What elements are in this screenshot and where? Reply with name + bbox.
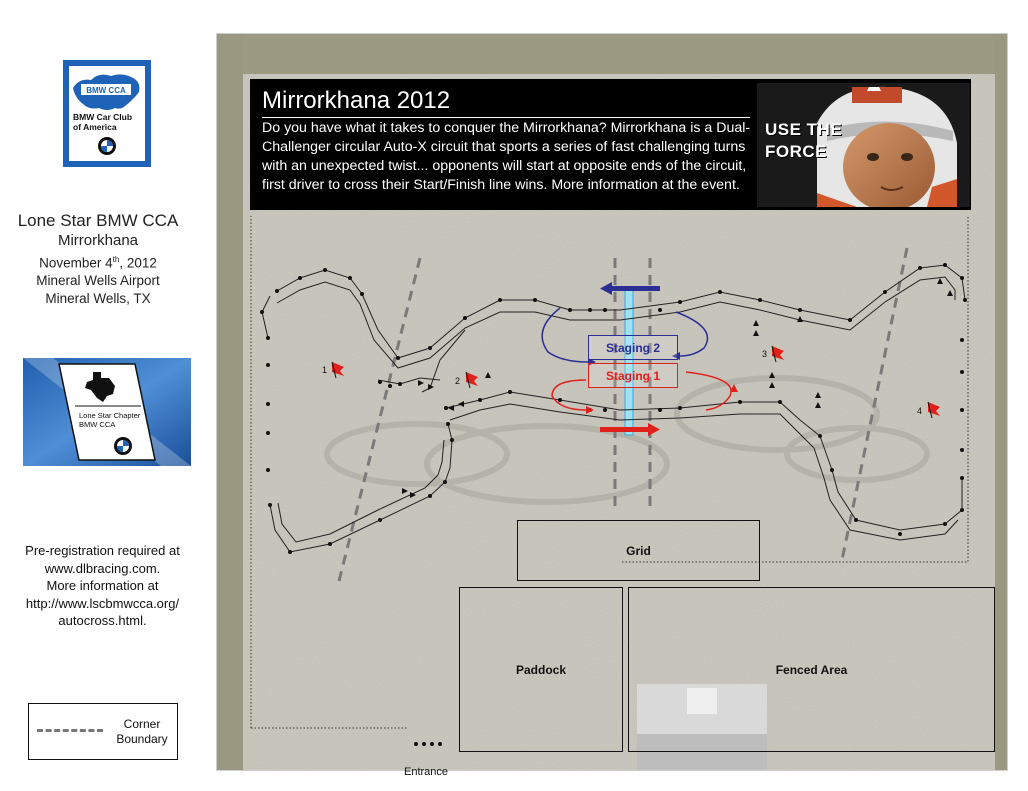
corner-flag-3 [772, 346, 784, 362]
corner-label-4: 4 [917, 406, 923, 416]
event-banner [250, 79, 971, 210]
photo-caption-line2: FORCE [765, 142, 827, 161]
registration-line1: Pre-registration required at [25, 543, 180, 558]
banner-description: Do you have what it takes to conquer the Mirrorkhana? Mirrorkhana is a Dual-Challenger circular Auto-X circuit that sports a series of fast challenging turns with an unexpected twist... opponents will start at opposite ends of the circuit, first driver to cross their Start/Finish line wins. More information at the event. [262, 120, 751, 193]
paddock-area: Paddock [459, 587, 623, 752]
logo-badge: BMW CCA [86, 86, 126, 95]
corner-label-1: 1 [322, 365, 328, 375]
corner-label-2: 2 [455, 376, 461, 386]
registration-line3: More information at [46, 578, 159, 593]
registration-line5[interactable]: autocross.html. [58, 613, 147, 628]
banner-title: Mirrorkhana 2012 [262, 87, 451, 114]
pointer-cones [402, 278, 953, 498]
entrance-label: Entrance [404, 766, 449, 778]
staging-2-box: Staging 2 [588, 335, 678, 360]
photo-caption-line1: USE THE [765, 120, 843, 139]
corner-flag-1 [332, 362, 344, 378]
logo-club-line2: of America [73, 122, 117, 132]
event-venue: Mineral Wells Airport [36, 273, 160, 288]
event-date: November 4th, 2012 [39, 255, 157, 271]
legend-label: Corner Boundary [116, 717, 168, 746]
club-name: Lone Star BMW CCA [17, 211, 179, 230]
registration-link-dlb[interactable]: www.dlbracing.com. [44, 560, 161, 576]
registration-link-lsc[interactable]: http://www.lscbmwcca.org/ [25, 595, 180, 611]
corner-label-3: 3 [762, 349, 768, 359]
banner-divider [262, 117, 750, 118]
event-name: Mirrorkhana [57, 232, 139, 249]
fenced-area: Fenced Area [628, 587, 995, 752]
grid-area: Grid [517, 520, 760, 581]
logo-club-line1: BMW Car Club [73, 112, 133, 122]
pilot-helmet-photo [757, 83, 970, 207]
corner-flag-4 [928, 402, 940, 418]
chapter-line2: BMW CCA [79, 420, 116, 429]
course-track [262, 265, 965, 552]
event-city: Mineral Wells, TX [45, 290, 151, 306]
chapter-line1: Lone Star Chapter [79, 411, 141, 420]
corner-flag-2 [466, 372, 478, 388]
staging-1-box: Staging 1 [588, 363, 678, 388]
